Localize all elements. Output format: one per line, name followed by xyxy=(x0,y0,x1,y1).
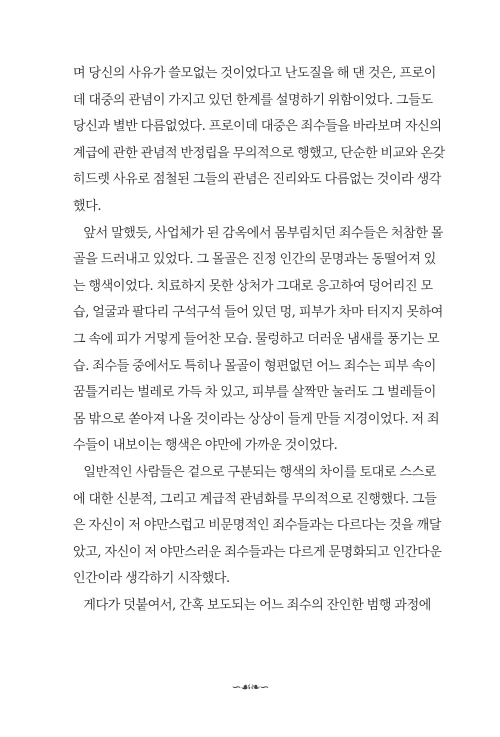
text-line: 는 행색이었다. 치료하지 못한 상처가 그대로 응고하여 덩어리진 모 xyxy=(73,278,433,294)
text-line: 계급에 관한 관념적 반정립을 무의적으로 행했고, 단순한 비교와 온갖 xyxy=(73,145,445,161)
text-line: 에 대한 신분적, 그리고 계급적 관념화를 무의적으로 진행했다. 그들 xyxy=(73,491,437,507)
text-line: 았고, 자신이 저 야만스러운 죄수들과는 다르게 문명화되고 인간다운 xyxy=(73,544,442,560)
text-line: 꿈틀거리는 벌레로 가득 차 있고, 피부를 살짝만 눌러도 그 벌레들이 xyxy=(73,385,436,401)
text-line: 습, 얼굴과 팔다리 구석구석 들어 있던 멍, 피부가 차마 터지지 못하여 xyxy=(73,305,444,321)
paragraph-3 xyxy=(73,460,442,593)
text-line: 데 대중의 관념이 가지고 있던 한계를 설명하기 위함이었다. 그들도 xyxy=(73,92,433,108)
text-line: 앞서 말했듯, 사업체가 된 감옥에서 몸부림치던 죄수들은 처참한 몰 xyxy=(83,225,444,241)
paragraph-2 xyxy=(73,221,444,460)
text-line: 그 속에 피가 거멓게 들어찬 모습. 물렁하고 더러운 냄새를 풍기는 모 xyxy=(73,331,440,347)
paragraph-4 xyxy=(73,593,431,620)
text-line: 인간이라 생각하기 시작했다. xyxy=(73,571,230,587)
text-line: 일반적인 사람들은 겉으로 구분되는 행색의 차이를 토대로 스스로 xyxy=(83,464,436,480)
text-line: 히드렛 사유로 점철된 그들의 관념은 진리와도 다름없는 것이라 생각 xyxy=(73,172,442,188)
fleuron-ornament-icon: ∽☙❧∽ xyxy=(231,680,269,694)
text-line: 골을 드러내고 있었다. 그 몰골은 진정 인간의 문명과는 동떨어져 있 xyxy=(73,252,436,268)
text-line: 게다가 덧붙여서, 간혹 보도되는 어느 죄수의 잔인한 범행 과정에 xyxy=(83,597,431,613)
text-line: 당신과 별반 다름없었다. 프로이데 대중은 죄수들을 바라보며 자신의 xyxy=(73,119,442,135)
text-line: 습. 죄수들 중에서도 특히나 몰골이 형편없던 어느 죄수는 피부 속이 xyxy=(73,358,436,374)
text-line: 며 당신의 사유가 쓸모없는 것이었다고 난도질을 해 댄 것은, 프로이 xyxy=(73,66,436,81)
text-line: 몸 밖으로 쏟아져 나올 것이라는 상상이 들게 만들 지경이었다. 저 죄 xyxy=(73,411,440,427)
text-line: 했다. xyxy=(73,198,102,214)
text-line: 수들이 내보이는 행색은 야만에 가까운 것이었다. xyxy=(73,438,338,454)
text-line: 은 자신이 저 야만스럽고 비문명적인 죄수들과는 다르다는 것을 깨달 xyxy=(73,518,442,534)
document-body xyxy=(73,61,445,619)
paragraph-1 xyxy=(73,61,445,221)
